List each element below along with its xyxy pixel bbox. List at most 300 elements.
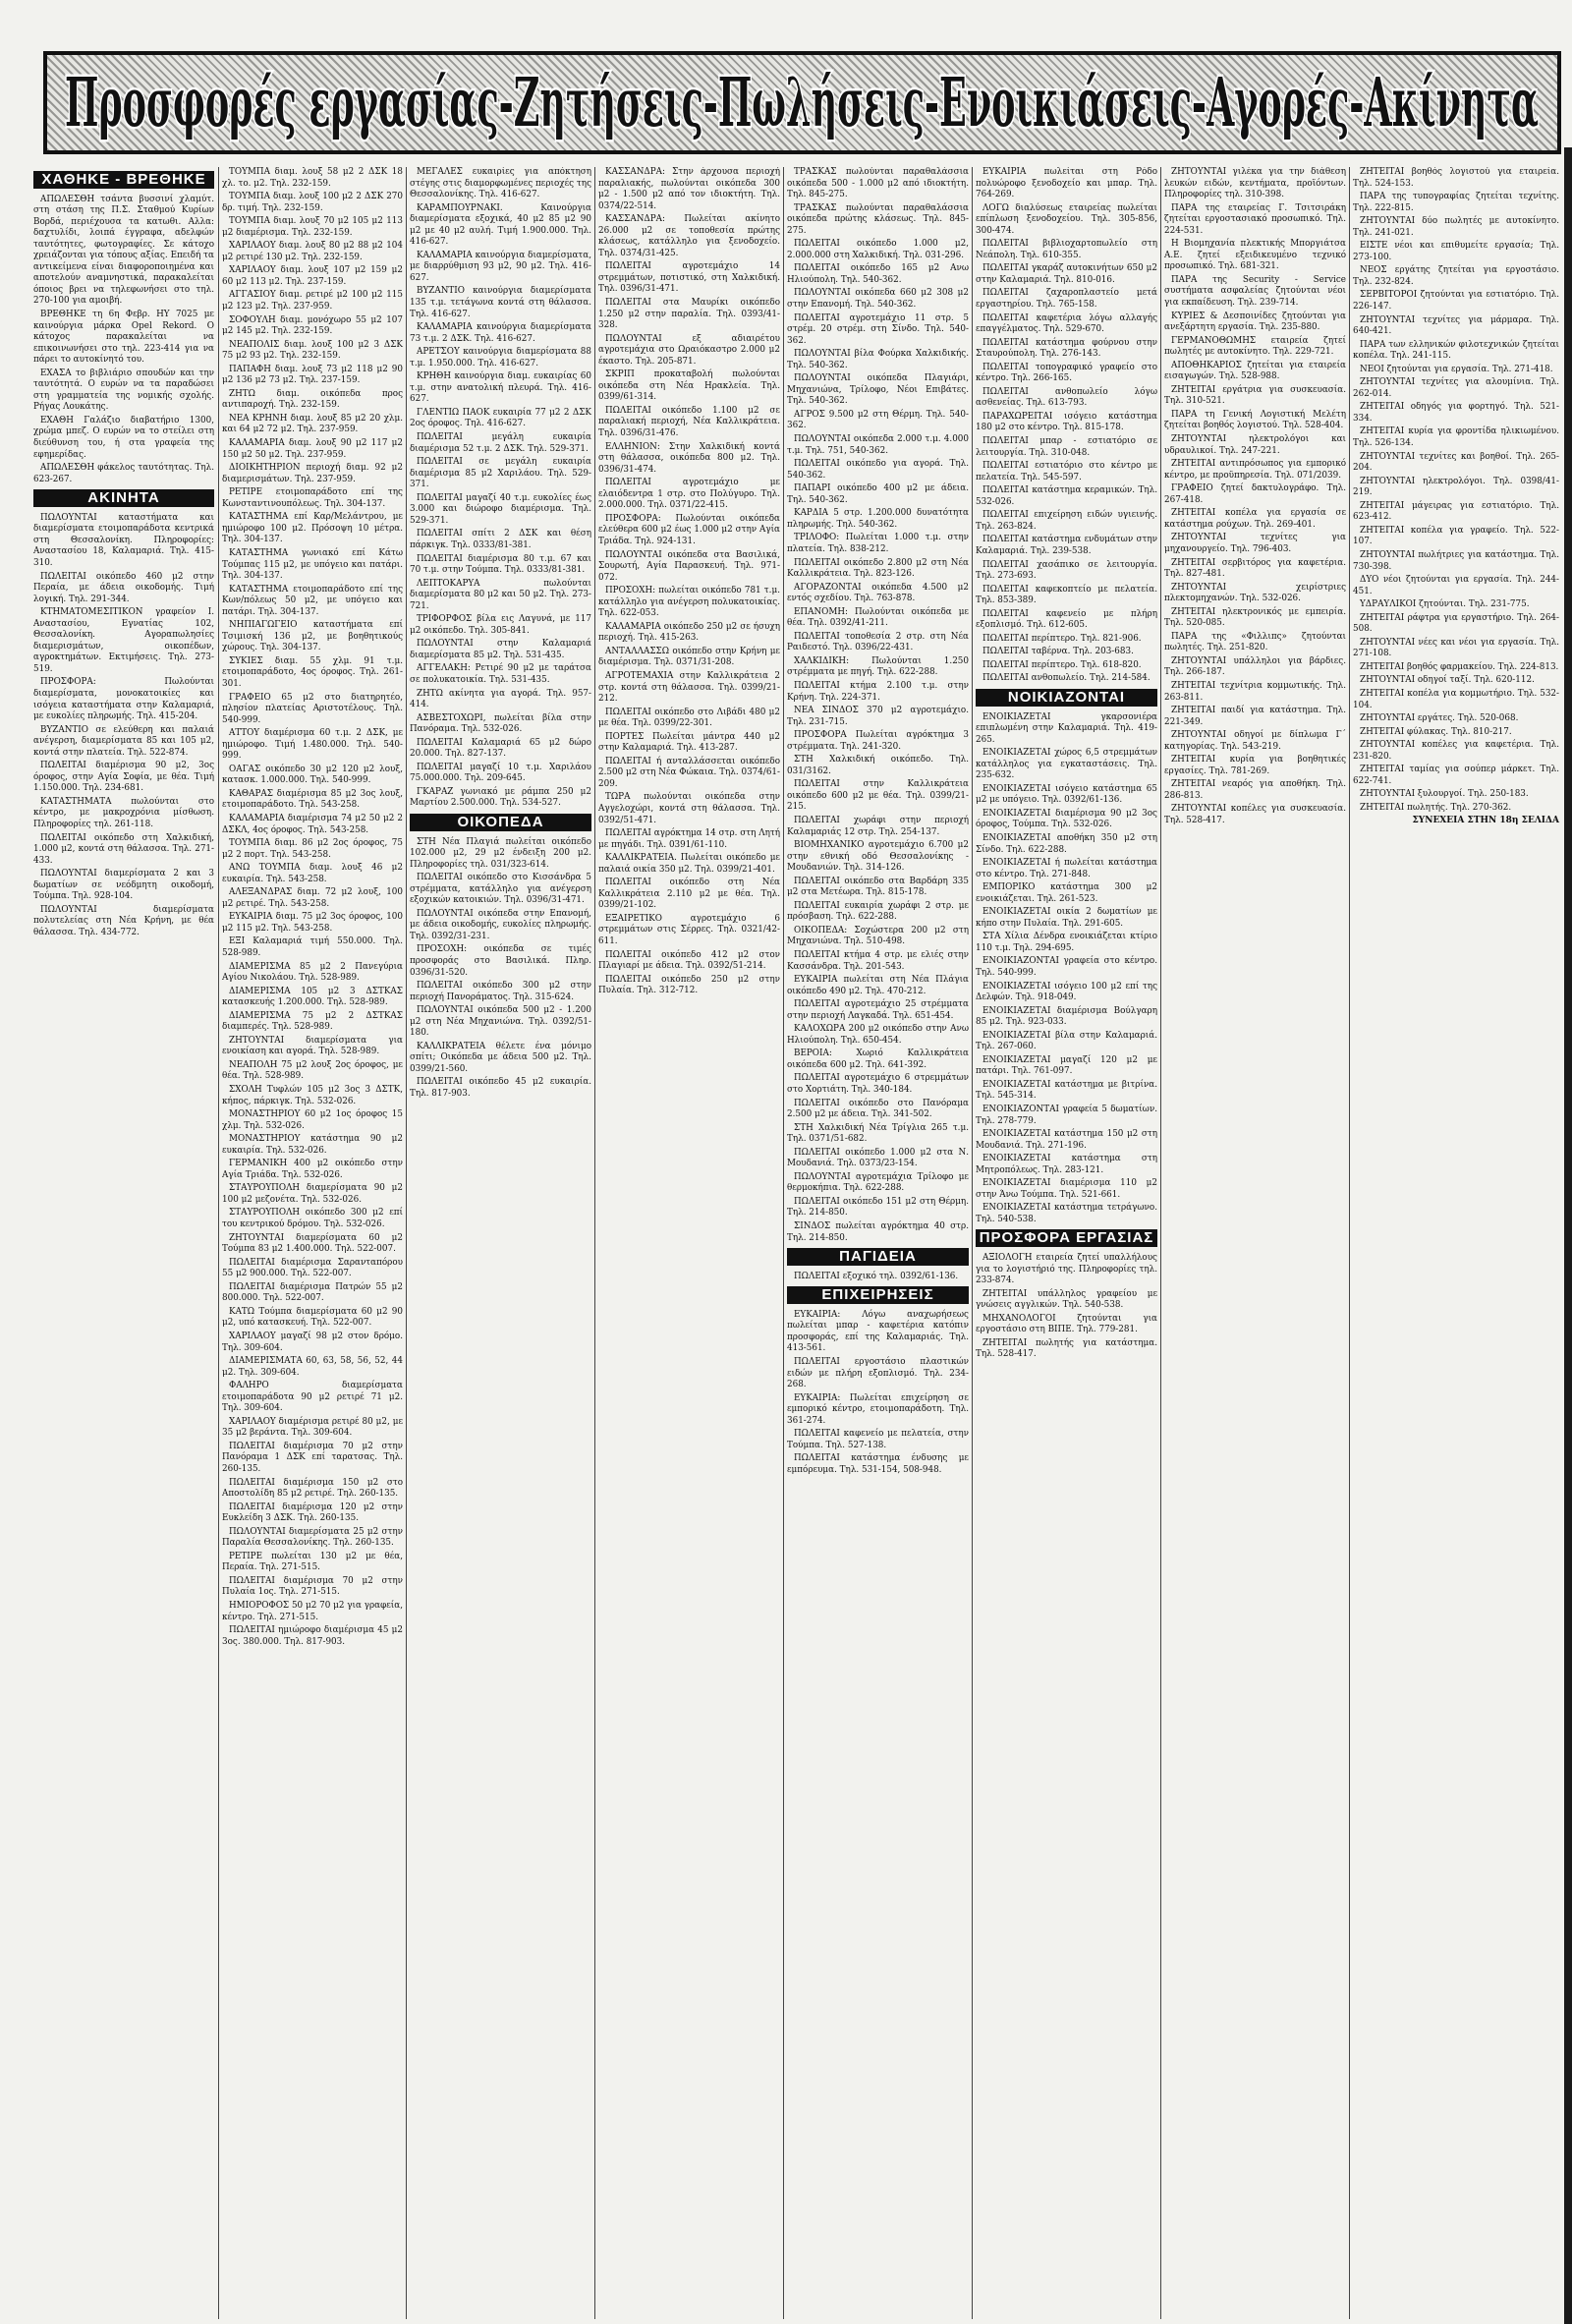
classified-ad: ΠΩΛΕΙΤΑΙ οικόπεδο 300 μ2 στην περιοχή Πανοράματος. Τηλ. 315-624.: [410, 981, 591, 1002]
classified-ad: ΚΑΤΑΣΤΗΜΑ ετοιμοπαράδοτο επί της Κων/πόλεως 50 μ2, με υπόγειο και πατάρι. Τηλ. 304-137.: [222, 584, 403, 617]
classified-ad: ΖΗΤΕΙΤΑΙ νεαρός για αποθήκη. Τηλ. 286-813.: [1164, 779, 1346, 801]
classified-ad: ΖΗΤΟΥΝΤΑΙ τεχνίτες για αλουμίνια. Τηλ. 262-014.: [1353, 377, 1559, 399]
classified-ad: ΠΩΛΕΙΤΑΙ οικόπεδο 460 μ2 στην Περαία, με άδεια οικοδομής. Τιμή λογική. Τηλ. 291-344.: [33, 571, 214, 604]
classified-ad: ΣΤΑΥΡΟΥΠΟΛΗ οικόπεδο 300 μ2 επί του κεντρικού δρόμου. Τηλ. 532-026.: [222, 1208, 403, 1230]
classified-ad: ΠΑΡΑ της Security - Service συστήματα ασφαλείας ζητούνται νέοι για εκπαίδευση. Τηλ. 239-714.: [1164, 274, 1346, 309]
classified-ad: ΗΜΙΟΡΟΦΟΣ 50 μ2 70 μ2 για γραφεία, κέντρο. Τηλ. 271-515.: [222, 1600, 403, 1622]
classified-ad: ΔΥΟ νέοι ζητούνται για εργασία. Τηλ. 244-451.: [1353, 575, 1559, 596]
classified-ad: ΤΟΥΜΠΑ διαμ. λουξ 58 μ2 2 ΔΣΚ 18 χλ. το. μ2. Τηλ. 232-159.: [222, 167, 403, 189]
rentals-list: [976, 712, 1157, 1226]
classified-ad: ΠΩΛΟΥΝΤΑΙ οικόπεδα στα Βασιλικά, Σουρωτή, Αγία Παρασκευή. Τηλ. 971-072.: [598, 549, 780, 583]
classified-ad: ΧΑΡΙΛΑΟΥ διαμ. λουξ 80 μ2 88 μ2 104 μ2 ρετιρέ 130 μ2. Τηλ. 232-159.: [222, 241, 403, 262]
businesses-list-2: [976, 167, 1157, 685]
classified-ad: ΠΩΛΕΙΤΑΙ διαμέρισμα Σαρανταπόρου 55 μ2 900.000. Τηλ. 522-007.: [222, 1257, 403, 1279]
classified-ad: ΠΩΛΕΙΤΑΙ κτήμα 2.100 τ.μ. στην Κρήνη. Τηλ. 224-371.: [787, 680, 969, 703]
classified-ad: ΠΑΡΑ των ελληνικών φιλοτεχνικών ζητείται κοπέλα. Τηλ. 241-115.: [1353, 339, 1559, 362]
classified-ad: ΠΩΛΕΙΤΑΙ χασάπικο σε λειτουργία. Τηλ. 273-693.: [976, 559, 1157, 582]
classified-ad: ΑΠΩΛΕΣΘΗ φάκελος ταυτότητας. Τηλ. 623-267.: [33, 463, 214, 484]
classified-ad: ΠΩΛΕΙΤΑΙ ζαχαροπλαστείο μετά εργαστηρίου. Τηλ. 765-158.: [976, 288, 1157, 311]
classified-ad: ΠΩΛΟΥΝΤΑΙ βίλα Φούρκα Χαλκιδικής. Τηλ. 540-362.: [787, 349, 969, 370]
job-offers-list-2: [1164, 167, 1346, 827]
classified-ad: ΚΑΤΑΣΤΗΜΑ επί Καρ/Μελάντρου, με ημιώροφο 100 μ2. Πρόσοψη 10 μέτρα. Τηλ. 304-137.: [222, 512, 403, 545]
classified-ad: ΣΙΝΔΟΣ πωλείται αγρόκτημα 40 στρ. Τηλ. 214-850.: [787, 1221, 969, 1243]
classified-ad: ΚΑΣΣΑΝΔΡΑ: Στην άρχουσα περιοχή παραλιακής, πωλούνται οικόπεδα 300 μ2 - 1.500 μ2 από τον ιδιοκτήτη. Τηλ. 0374/22-514.: [598, 167, 780, 211]
classified-ad: ΕΧΑΘΗ Γαλάζιο διαβατήριο 1300, χρώμα μπεζ. Ο ευρών να το στείλει στη διεύθυνση του, ή στα γραφεία της εφημερίδας.: [33, 415, 214, 460]
classified-ad: ΑΓΡΟΤΕΜΑΧΙΑ στην Καλλικράτεια 2 στρ. κοντά στη θάλασσα. Τηλ. 0399/21-212.: [598, 670, 780, 705]
classified-ad: ΠΩΛΕΙΤΑΙ οικόπεδο 151 μ2 στη Θέρμη. Τηλ. 214-850.: [787, 1196, 969, 1219]
classified-ad: ΖΗΤΕΙΤΑΙ οδηγός για φορτηγό. Τηλ. 521-334.: [1353, 402, 1559, 424]
classified-ad: ΖΗΤΩ διαμ. οικόπεδα προς αντιπαροχή. Τηλ. 232-159.: [222, 388, 403, 411]
classified-ad: ΕΝΟΙΚΙΑΖΕΤΑΙ διαμέρισμα 90 μ2 3ος όροφος, Τούμπα. Τηλ. 532-026.: [976, 808, 1157, 830]
classified-ad: ΠΟΡΤΕΣ Πωλείται μάντρα 440 μ2 στην Καλαμαριά. Τηλ. 413-287.: [598, 731, 780, 754]
classified-ad: ΠΩΛΕΙΤΑΙ εξοχικό τηλ. 0392/61-136.: [794, 1271, 959, 1281]
classified-ad: ΑΤΤΟΥ διαμέρισμα 60 τ.μ. 2 ΔΣΚ, με ημιώροφο. Τιμή 1.480.000. Τηλ. 540-999.: [222, 728, 403, 762]
classified-ad: ΖΗΤΕΙΤΑΙ ράφτρα για εργαστήριο. Τηλ. 264-508.: [1353, 612, 1559, 635]
job-offers-list-3: [1353, 167, 1559, 814]
classified-ad: ΝΗΠΙΑΓΩΓΕΙΟ καταστήματα επί Τσιμισκή 136 μ2, με βοηθητικούς χώρους. Τηλ. 304-137.: [222, 620, 403, 653]
classified-ad: ΖΗΤΟΥΝΤΑΙ δύο πωλητές με αυτοκίνητο. Τηλ. 241-021.: [1353, 216, 1559, 238]
classified-ad: ΤΟΥΜΠΑ διαμ. 86 μ2 2ος όροφος, 75 μ2 2 πορτ. Τηλ. 543-258.: [222, 838, 403, 860]
classified-ad: ΡΕΤΙΡΕ ετοιμοπαράδοτο επί της Κωνσταντινουπόλεως. Τηλ. 304-137.: [222, 487, 403, 509]
classified-ad: ΖΗΤΕΙΤΑΙ μάγειρας για εστιατόριο. Τηλ. 623-412.: [1353, 500, 1559, 523]
classified-ad: ΚΑΛΛΙΚΡΑΤΕΙΑ θέλετε ένα μόνιμο σπίτι; Οικόπεδα με άδεια 500 μ2. Τηλ. 0399/21-560.: [410, 1041, 591, 1074]
classified-ad: ΚΥΡΙΕΣ & Δεσποινίδες ζητούνται για ανεξάρτητη εργασία. Τηλ. 235-880.: [1164, 311, 1346, 333]
classified-ad: ΖΗΤΟΥΝΤΑΙ χειρίστριες πλεκτομηχανών. Τηλ. 532-026.: [1164, 582, 1346, 604]
classified-ad: ΠΡΟΣΦΟΡΑ Πωλείται αγρόκτημα 3 στρέμματα. Τηλ. 241-320.: [787, 730, 969, 752]
classified-ad: ΠΩΛΕΙΤΑΙ οικόπεδο 1.000 μ2 στα Ν. Μουδανιά. Τηλ. 0373/23-154.: [787, 1147, 969, 1169]
classified-ad: ΧΑΛΚΙΔΙΚΗ: Πωλούνται 1.250 στρέμματα με πηγή. Τηλ. 622-288.: [787, 655, 969, 678]
classified-ad: ΠΡΟΣΦΟΡΑ: Πωλούνται διαμερίσματα, μονοκατοικίες και ισόγεια καταστήματα στην Καλαμαριά, με ευκολίες πληρωμής. Τηλ. 415-204.: [33, 677, 214, 722]
classified-ad: ΠΡΟΣΟΧΗ: πωλείται οικόπεδο 781 τ.μ. κατάλληλο για ανέγερση πολυκατοικίας. Τηλ. 622-053.: [598, 586, 780, 619]
classified-ad: ΠΩΛΕΙΤΑΙ οικόπεδο στο Κισσάνδρα 5 στρέμματα, κατάλληλο για ανέγερση εξοχικών κατοικιών. Τηλ. 0396/31-471.: [410, 873, 591, 906]
classified-ad: ΖΗΤΕΙΤΑΙ βοηθός λογιστού για εταιρεία. Τηλ. 524-153.: [1353, 167, 1559, 189]
classified-ad: ΚΑΛΑΜΑΡΙΑ οικόπεδο 250 μ2 σε ήσυχη περιοχή. Τηλ. 415-263.: [598, 621, 780, 644]
classified-ad: ΖΗΤΟΥΝΤΑΙ οδηγοί με δίπλωμα Γ΄ κατηγορίας. Τηλ. 543-219.: [1164, 730, 1346, 752]
classified-ad: ΕΝΟΙΚΙΑΖΕΤΑΙ κατάστημα 150 μ2 στη Μουδανιά. Τηλ. 271-196.: [976, 1129, 1157, 1151]
classified-ad: ΠΩΛΕΙΤΑΙ καφετέρια λόγω αλλαγής επαγγέλματος. Τηλ. 529-670.: [976, 312, 1157, 335]
section-header-job-offers: ΠΡΟΣΦΟΡΑ ΕΡΓΑΣΙΑΣ: [976, 1229, 1157, 1247]
classified-ad: ΝΕΟΣ εργάτης ζητείται για εργοστάσιο. Τηλ. 232-824.: [1353, 265, 1559, 287]
classified-ad: ΕΥΚΑΙΡΙΑ: Πωλείται επιχείρηση σε εμπορικό κέντρο, ετοιμοπαράδοτη. Τηλ. 361-274.: [787, 1392, 969, 1426]
classified-ad: ΒΥΖΑΝΤΙΟ καινούργια διαμερίσματα 135 τ.μ. τετάγωνα κοντά στη θάλασσα. Τηλ. 416-627.: [410, 286, 591, 319]
classified-ad: ΟΑΓΑΣ οικόπεδο 30 μ2 120 μ2 λουξ, κατασκ. 1.000.000. Τηλ. 540-999.: [222, 764, 403, 786]
classified-ad: ΠΩΛΕΙΤΑΙ οικόπεδο 165 μ2 Ανω Ηλιούπολη. Τηλ. 540-362.: [787, 263, 969, 285]
businesses-list: [787, 1310, 969, 1477]
section-header-misc: ΠΑΓΙΔΕΙΑ: [787, 1248, 969, 1266]
classified-ad: ΖΗΤΟΥΝΤΑΙ νέες και νέοι για εργασία. Τηλ. 271-108.: [1353, 637, 1559, 659]
classified-ad: ΕΝΟΙΚΙΑΖΕΤΑΙ αποθήκη 350 μ2 στη Σίνδο. Τηλ. 622-288.: [976, 832, 1157, 855]
classified-ad: ΖΗΤΟΥΝΤΑΙ τεχνίτες για μηχανουργείο. Τηλ. 796-403.: [1164, 533, 1346, 554]
column-6: [974, 167, 1159, 2314]
classified-ad: ΠΩΛΕΙΤΑΙ οικόπεδο 412 μ2 στον Πλαγιαρί με άδεια. Τηλ. 0392/51-214.: [598, 949, 780, 972]
classified-ad: ΠΩΛΕΙΤΑΙ οικόπεδο 45 μ2 ευκαιρία. Τηλ. 817-903.: [410, 1077, 591, 1100]
classified-ad: ΠΩΛΕΙΤΑΙ διαμέρισμα 70 μ2 στην Πανόραμα 1 ΔΣΚ επί ταρατσας. Τηλ. 260-135.: [222, 1441, 403, 1474]
classified-ad: ΠΡΟΣΟΧΗ: οικόπεδα σε τιμές προσφοράς στο Βασιλικά. Πληρ. 0396/31-520.: [410, 944, 591, 978]
section-header-lost-found: ΧΑΘΗΚΕ - ΒΡΕΘΗΚΕ: [33, 171, 214, 189]
classified-ad: ΑΝΩ ΤΟΥΜΠΑ διαμ. λουξ 46 μ2 ευκαιρία. Τηλ. 543-258.: [222, 863, 403, 884]
classified-ad: ΚΑΛΑΜΑΡΙΑ διαμέρισμα 74 μ2 50 μ2 2 ΔΣΚΛ, 4ος όροφος. Τηλ. 543-258.: [222, 813, 403, 835]
classified-ad: ΖΗΤΕΙΤΑΙ κοπέλα για γραφείο. Τηλ. 522-107.: [1353, 525, 1559, 547]
classified-ad: ΣΤΑΥΡΟΥΠΟΛΗ διαμερίσματα 90 μ2 100 μ2 μεζονέτα. Τηλ. 532-026.: [222, 1183, 403, 1205]
classified-ad: ΑΓΓΕΛΑΚΗ: Ρετιρέ 90 μ2 με ταράτσα σε πολυκατοικία. Τηλ. 531-435.: [410, 663, 591, 685]
classified-ad: ΠΩΛΕΙΤΑΙ οικόπεδο 1.000 μ2, 2.000.000 στη Χαλκιδική. Τηλ. 031-296.: [787, 239, 969, 260]
classified-ad: ΠΩΛΕΙΤΑΙ περίπτερο. Τηλ. 821-906.: [982, 633, 1142, 644]
classified-ad: ΚΑΛΛΙΚΡΑΤΕΙΑ. Πωλείται οικόπεδο με παλαιά οικία 350 μ2. Τηλ. 0399/21-401.: [598, 853, 780, 875]
classified-ad: ΜΟΝΑΣΤΗΡΙΟΥ 60 μ2 1ος όροφος 15 χλμ. Τηλ. 532-026.: [222, 1109, 403, 1131]
classified-ad: ΤΟΥΜΠΑ διαμ. λουξ 70 μ2 105 μ2 113 μ2 διαμέρισμα. Τηλ. 232-159.: [222, 216, 403, 238]
classified-ad: ΠΩΛΕΙΤΑΙ τοποθεσία 2 στρ. στη Νέα Ραιδεστό. Τηλ. 0396/22-431.: [787, 631, 969, 653]
classified-ad: ΝΕΑΠΟΛΙΣ διαμ. λουξ 100 μ2 3 ΔΣΚ 75 μ2 93 μ2. Τηλ. 232-159.: [222, 339, 403, 362]
classified-ad: ΕΝΟΙΚΙΑΖΕΤΑΙ κατάστημα με βιτρίνα. Τηλ. 545-314.: [976, 1079, 1157, 1102]
classified-ad: ΚΑΤΑΣΤΗΜΑ γωνιακό επί Κάτω Τούμπας 115 μ2, με υπόγειο και πατάρι. Τηλ. 304-137.: [222, 547, 403, 582]
classified-ad: ΚΑΣΣΑΝΔΡΑ: Πωλείται ακίνητο 26.000 μ2 σε τοποθεσία πρώτης κλάσεως, κατάλληλο για ξενοδοχείο. Τηλ. 0374/31-425.: [598, 214, 780, 258]
classified-ad: ΛΟΓΩ διαλύσεως εταιρείας πωλείται επίπλωση ξενοδοχείου. Τηλ. 305-856, 300-474.: [976, 202, 1157, 236]
classified-ad: ΠΩΛΟΥΝΤΑΙ οικόπεδα 2.000 τ.μ. 4.000 τ.μ. Τηλ. 751, 540-362.: [787, 434, 969, 456]
classified-ad: ΠΩΛΕΙΤΑΙ ημιώροφο διαμέρισμα 45 μ2 3ος. 380.000. Τηλ. 817-903.: [222, 1625, 403, 1647]
classified-ad: ΠΩΛΕΙΤΑΙ αγροτεμάχιο με ελαιόδεντρα 1 στρ. στο Πολύγυρο. Τηλ. 2.000.000. Τηλ. 0371/22-415.: [598, 478, 780, 511]
classified-ad: ΖΗΤΕΙΤΑΙ κυρία για βοηθητικές εργασίες. Τηλ. 781-269.: [1164, 755, 1346, 776]
classified-ad: ΖΗΤΕΙΤΑΙ φύλακας. Τηλ. 810-217.: [1360, 726, 1512, 737]
classified-ad: ΠΑΡΑ τη Γενική Λογιστική Μελέτη ζητείται βοηθός λογιστού. Τηλ. 528-404.: [1164, 409, 1346, 431]
classified-ad: ΚΑΤΑΣΤΗΜΑΤΑ πωλούνται στο κέντρο, με μακροχρόνια μίσθωση. Πληροφορίες τηλ. 261-118.: [33, 796, 214, 829]
classified-ad: ΑΓΓΑΣΙΟΥ διαμ. ρετιρέ μ2 100 μ2 115 μ2 123 μ2. Τηλ. 237-959.: [222, 290, 403, 312]
classified-ad: ΠΩΛΕΙΤΑΙ διαμέρισμα 120 μ2 στην Ευκλείδη 3 ΔΣΚ. Τηλ. 260-135.: [222, 1502, 403, 1524]
classified-ad: ΕΜΠΟΡΙΚΟ κατάστημα 300 μ2 ενοικιάζεται. Τηλ. 261-523.: [976, 882, 1157, 904]
classified-ad: ΠΩΛΕΙΤΑΙ αγροτεμάχιο 14 στρεμμάτων, ποτιστικό, στη Χαλκιδική. Τηλ. 0396/31-471.: [598, 261, 780, 295]
classified-ad: ΤΡΑΣΚΑΣ πωλούνται παραθαλάσσια οικόπεδα 500 - 1.000 μ2 από ιδιοκτήτη. Τηλ. 845-275.: [787, 167, 969, 200]
section-header-real-estate: ΑΚΙΝΗΤΑ: [33, 489, 214, 507]
classified-ad: ΑΓΡΟΣ 9.500 μ2 στη Θέρμη. Τηλ. 540-362.: [787, 409, 969, 431]
column-5: [785, 167, 971, 2314]
classified-ad: ΠΑΡΑ της «Φιλλιπς» ζητούνται πωλητές. Τηλ. 251-820.: [1164, 631, 1346, 653]
classified-ad: ΣΚΡΙΠ προκαταβολή πωλούνται οικόπεδα στη Νέα Ηρακλεία. Τηλ. 0399/61-314.: [598, 369, 780, 403]
classified-ad: ΝΕΑ ΣΙΝΔΟΣ 370 μ2 αγροτεμάχιο. Τηλ. 231-715.: [787, 706, 969, 727]
classified-ad: ΕΝΟΙΚΙΑΖΕΤΑΙ ισόγειο 100 μ2 επί της Δελφών. Τηλ. 918-049.: [976, 981, 1157, 1003]
classified-ad: ΠΩΛΟΥΝΤΑΙ διαμερίσματα 25 μ2 στην Παραλία Θεσσαλονίκης. Τηλ. 260-135.: [222, 1526, 403, 1549]
classified-ad: ΠΩΛΕΙΤΑΙ ανθοπωλείο λόγω ασθενείας. Τηλ. 613-793.: [976, 386, 1157, 409]
classified-ad: ΔΙΑΜΕΡΙΣΜΑ 75 μ2 2 ΔΣΤΚΑΣ διαμπερές. Τηλ. 528-989.: [222, 1010, 403, 1033]
classified-ad: ΠΩΛΕΙΤΑΙ καφενείο με πλήρη εξοπλισμό. Τηλ. 612-605.: [976, 608, 1157, 631]
classified-ad: ΠΩΛΕΙΤΑΙ οικόπεδο στο Πανόραμα 2.500 μ2 με άδεια. Τηλ. 341-502.: [787, 1098, 969, 1120]
classified-ad: ΠΩΛΕΙΤΑΙ ταβέρνα. Τηλ. 203-683.: [982, 647, 1134, 657]
classified-ad: ΠΩΛΕΙΤΑΙ καφεκοπτείο με πελατεία. Τηλ. 853-389.: [976, 584, 1157, 606]
real-estate-list: [33, 513, 214, 939]
classified-ad: ΠΩΛΕΙΤΑΙ οικόπεδο στη Νέα Καλλικράτεια 2.110 μ2 με θέα. Τηλ. 0399/21-102.: [598, 878, 780, 911]
classified-ad: ΚΑΡΑΜΠΟΥΡΝΑΚΙ. Καινούργια διαμερίσματα εξοχικά, 40 μ2 85 μ2 90 μ2 με 40 μ2 αυλή. Τιμή 1.900.000. Τηλ. 416-627.: [410, 202, 591, 248]
classified-ad: ΕΝΟΙΚΙΑΖΕΤΑΙ βίλα στην Καλαμαριά. Τηλ. 267-060.: [976, 1030, 1157, 1052]
classified-ad: ΧΑΡΙΛΑΟΥ μαγαζί 98 μ2 στον δρόμο. Τηλ. 309-604.: [222, 1331, 403, 1353]
classified-ad: ΠΑΡΑΧΩΡΕΙΤΑΙ ισόγειο κατάστημα 180 μ2 στο κέντρο. Τηλ. 815-178.: [976, 411, 1157, 433]
classified-ad: ΠΩΛΟΥΝΤΑΙ οικόπεδα 660 μ2 308 μ2 στην Επανομή. Τηλ. 540-362.: [787, 288, 969, 311]
classified-ad: ΖΗΤΕΙΤΑΙ εργάτρια για συσκευασία. Τηλ. 310-521.: [1164, 384, 1346, 407]
classified-ad: ΑΣΒΕΣΤΟΧΩΡΙ, πωλείται βίλα στην Πανόραμα. Τηλ. 532-026.: [410, 712, 591, 735]
classified-ad: ΕΝΟΙΚΙΑΖΕΤΑΙ χώρος 6,5 στρεμμάτων κατάλληλος για εγκαταστάσεις. Τηλ. 235-632.: [976, 748, 1157, 781]
classified-ad: ΖΗΤΟΥΝΤΑΙ ηλεκτρολόγοι. Τηλ. 0398/41-219.: [1353, 476, 1559, 498]
classified-ad: ΕΠΑΝΟΜΗ: Πωλούνται οικόπεδα με θέα. Τηλ. 0392/41-211.: [787, 606, 969, 629]
classified-ad: ΠΩΛΕΙΤΑΙ κατάστημα φούρνου στην Σταυρούπολη. Τηλ. 276-143.: [976, 337, 1157, 360]
classified-ad: ΠΩΛΕΙΤΑΙ κατάστημα ένδυσης με εμπόρευμα. Τηλ. 531-154, 508-948.: [787, 1453, 969, 1475]
classified-ad: ΕΝΟΙΚΙΑΖΕΤΑΙ ισόγειο κατάστημα 65 μ2 με υπόγειο. Τηλ. 0392/61-136.: [976, 783, 1157, 806]
classified-ad: ΦΑΛΗΡΟ διαμερίσματα ετοιμοπαράδοτα 90 μ2 ρετιρέ 71 μ2. Τηλ. 309-604.: [222, 1381, 403, 1414]
classified-ad: ΠΡΟΣΦΟΡΑ: Πωλούνται οικόπεδα ελεύθερα 600 μ2 έως 1.000 μ2 στην Αγία Τριάδα. Τηλ. 924-131.: [598, 513, 780, 546]
classified-ad: ΕΝΟΙΚΙΑΖΕΤΑΙ διαμέρισμα Βούλγαρη 85 μ2. Τηλ. 923-033.: [976, 1005, 1157, 1028]
misc-list: [787, 1272, 969, 1283]
classified-ad: ΠΩΛΕΙΤΑΙ αγροτεμάχιο 11 στρ. 5 στρέμ. 20 στρέμ. στη Σίνδο. Τηλ. 540-362.: [787, 312, 969, 346]
plots-list: [410, 837, 591, 1101]
classified-ad: ΠΩΛΟΥΝΤΑΙ καταστήματα και διαμερίσματα ετοιμοπαράδοτα κεντρικά στη Θεσσαλονίκη. Πληροφορίες: Αναστασίου 18, Καλαμαριά. Τηλ. 415-310.: [33, 512, 214, 568]
classified-ad: ΠΩΛΕΙΤΑΙ μαγαζί 10 τ.μ. Χαριλάου 75.000.000. Τηλ. 209-645.: [410, 762, 591, 784]
banner-title: Προσφορές εργασίας-Ζητήσεις-Πωλήσεις-Ενοικιάσεις-Αγορές-Ακίνητα: [65, 64, 1540, 142]
continued-note: ΣΥΝΕΧΕΙΑ ΣΤΗΝ 18η ΣΕΛΙΔΑ: [1412, 816, 1559, 826]
classified-ad: ΠΩΛΕΙΤΑΙ αγροτεμάχιο 25 στρέμματα στην περιοχή Λαγκαδά. Τηλ. 651-454.: [787, 999, 969, 1021]
classified-ad: ΝΕΑ ΚΡΗΝΗ διαμ. λουξ 85 μ2 20 χλμ. και 64 μ2 72 μ2. Τηλ. 237-959.: [222, 413, 403, 435]
classified-ad: ΤΟΥΜΠΑ διαμ. λουξ 100 μ2 2 ΔΣΚ 270 δρ. τιμή. Τηλ. 232-159.: [222, 192, 403, 213]
classified-ad: ΖΗΤΕΙΤΑΙ ηλεκτρονικός με εμπειρία. Τηλ. 520-085.: [1164, 606, 1346, 629]
classified-ad: ΚΑΛΑΜΑΡΙΑ καινούργια διαμερίσματα, με διαρρύθμιση 93 μ2, 90 μ2. Τηλ. 416-627.: [410, 250, 591, 283]
classified-ad: ΠΩΛΕΙΤΑΙ αγροτεμάχιο 6 στρεμμάτων στο Χορτιάτη. Τηλ. 340-184.: [787, 1073, 969, 1096]
classified-ad: ΟΙΚΟΠΕΔΑ: Σοχώστερα 200 μ2 στη Μηχανιώνα. Τηλ. 510-498.: [787, 925, 969, 947]
classified-ad: ΠΩΛΕΙΤΑΙ σε μεγάλη ευκαιρία διαμέρισμα 85 μ2 Χαριλάου. Τηλ. 529-371.: [410, 457, 591, 490]
classified-ad: ΕΙΣΤΕ νέοι και επιθυμείτε εργασία; Τηλ. 273-100.: [1353, 241, 1559, 262]
classified-ad: ΖΗΤΕΙΤΑΙ τεχνίτρια κομμωτικής. Τηλ. 263-811.: [1164, 680, 1346, 703]
classified-ad: ΖΗΤΕΙΤΑΙ πωλητής. Τηλ. 270-362.: [1360, 802, 1512, 813]
column-1: [31, 167, 216, 2314]
classified-ad: ΛΕΠΤΟΚΑΡΥΑ πωλούνται διαμερίσματα 80 μ2 και 50 μ2. Τηλ. 273-721.: [410, 578, 591, 611]
classified-ad: ΒΥΖΑΝΤΙΟ σε ελεύθερη και παλαιά ανέγερση, διαμερίσματα 85 και 105 μ2, κοντά στην πλατεία. Τηλ. 522-874.: [33, 724, 214, 758]
classified-ad: ΚΡΗΘΗ καινούργια διαμ. ευκαιρίας 60 τ.μ. στην ανατολική πλευρά. Τηλ. 416-627.: [410, 371, 591, 405]
classified-ad: ΣΤΑ Χίλια Δένδρα ενοικιάζεται κτίριο 110 τ.μ. Τηλ. 294-695.: [976, 932, 1157, 953]
column-rule: [594, 167, 595, 2319]
classified-ad: ΠΩΛΕΙΤΑΙ εστιατόριο στο κέντρο με πελατεία. Τηλ. 545-597.: [976, 461, 1157, 482]
classified-ad: ΖΗΤΕΙΤΑΙ σερβιτόρος για καφετέρια. Τηλ. 827-481.: [1164, 557, 1346, 580]
classified-ad: ΖΗΤΟΥΝΤΑΙ υπάλληλοι για βάρδιες. Τηλ. 266-187.: [1164, 655, 1346, 678]
classified-ad: ΠΩΛΟΥΝΤΑΙ αγροτεμάχια Τρίλοφο με θερμοκήπια. Τηλ. 622-288.: [787, 1171, 969, 1194]
classified-ad: ΑΛΕΞΑΝΔΡΑΣ διαμ. 72 μ2 λουξ, 100 μ2 ρετιρέ. Τηλ. 543-258.: [222, 887, 403, 909]
classified-ad: ΔΙΑΜΕΡΙΣΜΑΤΑ 60, 63, 58, 56, 52, 44 μ2. Τηλ. 309-604.: [222, 1356, 403, 1378]
classified-ad: ΕΝΟΙΚΙΑΖΕΤΑΙ οικία 2 δωματίων με κήπο στην Πυλαία. Τηλ. 291-605.: [976, 907, 1157, 929]
classified-ad: ΝΕΑΠΟΛΗ 75 μ2 λουξ 2ος όροφος, με θέα. Τηλ. 528-989.: [222, 1059, 403, 1082]
classified-ad: ΠΩΛΕΙΤΑΙ κατάστημα ενδυμάτων στην Καλαμαριά. Τηλ. 239-538.: [976, 535, 1157, 556]
classified-ad: ΣΕΡΒΙΤΟΡΟΙ ζητούνται για εστιατόριο. Τηλ. 226-147.: [1353, 290, 1559, 312]
column-3: [408, 167, 593, 2314]
classified-ad: ΕΝΟΙΚΙΑΖΟΝΤΑΙ γραφεία 5 δωματίων. Τηλ. 278-779.: [976, 1105, 1157, 1126]
classified-ad: ΠΩΛΕΙΤΑΙ επιχείρηση ειδών υγιεινής. Τηλ. 263-824.: [976, 510, 1157, 532]
classified-ad: ΝΕΟΙ ζητούνται για εργασία. Τηλ. 271-418.: [1360, 364, 1553, 374]
column-8: [1351, 167, 1561, 2314]
classified-ad: ΓΚΑΡΑΖ γωνιακό με ράμπα 250 μ2 Μαρτίου 2.500.000. Τηλ. 534-527.: [410, 786, 591, 809]
classified-ad: ΖΗΤΩ ακίνητα για αγορά. Τηλ. 957-414.: [410, 688, 591, 710]
page-edge-strip: [1564, 147, 1572, 2324]
classified-ad: ΠΩΛΕΙΤΑΙ αγρόκτημα 14 στρ. στη Λητή με πηγάδι. Τηλ. 0391/61-110.: [598, 828, 780, 850]
job-offers-list: [976, 1253, 1157, 1361]
classified-ad: ΕΝΟΙΚΙΑΖΕΤΑΙ κατάστημα τετράγωνο. Τηλ. 540-538.: [976, 1203, 1157, 1224]
column-rule: [1160, 167, 1161, 2319]
classified-ad: ΚΑΘΑΡΑΣ διαμέρισμα 85 μ2 3ος λουξ, ετοιμοπαράδοτο. Τηλ. 543-258.: [222, 788, 403, 811]
classified-ad: ΕΥΚΑΙΡΙΑ: Λόγω αναχωρήσεως πωλείται μπαρ - καφετέρια κατόπιν προσφοράς, επί της Καλαμαριάς. Τηλ. 413-561.: [787, 1309, 969, 1354]
classified-ad: ΕΞΙ Καλαμαριά τιμή 550.000. Τηλ. 528-989.: [222, 936, 403, 958]
classified-ad: ΠΩΛΟΥΝΤΑΙ οικόπεδα 500 μ2 - 1.200 μ2 στη Νέα Μηχανιώνα. Τηλ. 0392/51-180.: [410, 1005, 591, 1039]
classified-ad: ΠΩΛΕΙΤΑΙ οικόπεδο στο Λιβάδι 480 μ2 με θέα. Τηλ. 0399/22-301.: [598, 707, 780, 729]
column-rule: [972, 167, 973, 2319]
classified-ad: ΑΓΟΡΑΖΟΝΤΑΙ οικόπεδα 4.500 μ2 εντός σχεδίου. Τηλ. 763-878.: [787, 582, 969, 604]
classified-ad: ΕΥΚΑΙΡΙΑ πωλείται στη Ρόδο πολυώροφο ξενοδοχείο και μπαρ. Τηλ. 764-269.: [976, 167, 1157, 200]
classified-ad: ΑΞΙΟΛΟΓΗ εταιρεία ζητεί υπαλλήλους για το λογιστήριό της. Πληροφορίες τηλ. 233-874.: [976, 1253, 1157, 1286]
classified-ad: ΤΡΙΦΟΡΦΟΣ βίλα εις Λαγυνά, με 117 μ2 οικόπεδο. Τηλ. 305-841.: [410, 614, 591, 636]
classified-ad: ΠΩΛΟΥΝΤΑΙ διαμερίσματα πολυτελείας στη Νέα Κρήνη, με θέα θάλασσα. Τηλ. 434-772.: [33, 904, 214, 937]
classified-ad: ΕΝΟΙΚΙΑΖΕΤΑΙ κατάστημα στη Μητροπόλεως. Τηλ. 283-121.: [976, 1154, 1157, 1175]
classified-ad: ΠΩΛΕΙΤΑΙ στα Μαυρίκι οικόπεδο 1.250 μ2 στην παραλία. Τηλ. 0393/41-328.: [598, 298, 780, 331]
column-rule: [783, 167, 784, 2319]
column-rule: [1349, 167, 1350, 2319]
classified-ad: ΕΞΑΙΡΕΤΙΚΟ αγροτεμάχιο 6 στρεμμάτων στις Σέρρες. Τηλ. 0321/42-611.: [598, 913, 780, 946]
classified-ad: ΖΗΤΟΥΝΤΑΙ πωλήτριες για κατάστημα. Τηλ. 730-398.: [1353, 549, 1559, 572]
classified-ad: ΠΩΛΕΙΤΑΙ τοπογραφικό γραφείο στο κέντρο. Τηλ. 266-165.: [976, 362, 1157, 384]
classified-ad: ΠΩΛΕΙΤΑΙ διαμέρισμα Πατρών 55 μ2 800.000. Τηλ. 522-007.: [222, 1281, 403, 1304]
classified-ad: ΕΝΟΙΚΙΑΖΕΤΑΙ διαμέρισμα 110 μ2 στην Άνω Τούμπα. Τηλ. 521-661.: [976, 1178, 1157, 1200]
classified-ad: ΠΩΛΕΙΤΑΙ μεγάλη ευκαιρία διαμέρισμα 52 τ.μ. 2 ΔΣΚ. Τηλ. 529-371.: [410, 432, 591, 454]
classified-ad: ΠΩΛΕΙΤΑΙ διαμέρισμα 80 τ.μ. 67 και 70 τ.μ. στην Τούμπα. Τηλ. 0333/81-381.: [410, 553, 591, 576]
classified-ad: ΠΩΛΟΥΝΤΑΙ διαμερίσματα 2 και 3 δωματίων σε νεόδμητη οικοδομή, Τούμπα. Τηλ. 928-104.: [33, 869, 214, 902]
classified-ad: ΕΝΟΙΚΙΑΖΕΤΑΙ ή πωλείται κατάστημα στο κέντρο. Τηλ. 271-848.: [976, 858, 1157, 879]
classified-ad: ΚΑΤΩ Τούμπα διαμερίσματα 60 μ2 90 μ2, υπό κατασκευή. Τηλ. 522-007.: [222, 1306, 403, 1329]
plots-list-2: [598, 167, 780, 997]
apartments-list: [222, 167, 403, 1648]
classified-ad: ΠΩΛΕΙΤΑΙ οικόπεδο στα Βαρδάρη 335 μ2 στα Μετέωρα. Τηλ. 815-178.: [787, 876, 969, 898]
classified-ad: ΔΙΟΙΚΗΤΗΡΙΟΝ περιοχή διαμ. 92 μ2 διαμερισμάτων. Τηλ. 237-959.: [222, 463, 403, 484]
classified-ad: ΣΟΦΟΥΛΗ διαμ. μονόχωρο 55 μ2 107 μ2 145 μ2. Τηλ. 232-159.: [222, 314, 403, 337]
classified-ad: ΖΗΤΕΙΤΑΙ βοηθός φαρμακείου. Τηλ. 224-813.: [1360, 661, 1559, 672]
classified-ad: ΜΕΓΑΛΕΣ ευκαιρίες για απόκτηση στέγης στις διαμορφωμένες περιοχές της Θεσσαλονίκης. Τηλ. 416-627.: [410, 167, 591, 200]
classified-ad: ΠΩΛΕΙΤΑΙ μπαρ - εστιατόριο σε λειτουργία. Τηλ. 310-048.: [976, 436, 1157, 458]
classified-ad: ΠΩΛΕΙΤΑΙ οικόπεδο 250 μ2 στην Πυλαία. Τηλ. 312-712.: [598, 974, 780, 996]
classified-ad: ΖΗΤΕΙΤΑΙ παιδί για κατάστημα. Τηλ. 221-349.: [1164, 706, 1346, 727]
classified-ad: ΠΩΛΕΙΤΑΙ ανθοπωλείο. Τηλ. 214-584.: [982, 673, 1151, 684]
classified-ad: ΠΩΛΕΙΤΑΙ διαμέρισμα 70 μ2 στην Πυλαία 1ος. Τηλ. 271-515.: [222, 1575, 403, 1598]
classified-ad: ΕΝΟΙΚΙΑΖΟΝΤΑΙ γραφεία στο κέντρο. Τηλ. 540-999.: [976, 956, 1157, 978]
classified-ad: ΠΩΛΕΙΤΑΙ χωράφι στην περιοχή Καλαμαριάς 12 στρ. Τηλ. 254-137.: [787, 815, 969, 837]
classified-ad: ΠΩΛΟΥΝΤΑΙ εξ αδιαιρέτου αγροτεμάχια στο Ωραιόκαστρο 2.000 μ2 έκαστο. Τηλ. 205-871.: [598, 333, 780, 367]
classified-ad: ΣΤΗ Χαλκιδική Νέα Τρίγλια 265 τ.μ. Τηλ. 0371/51-682.: [787, 1122, 969, 1145]
classified-ad: ΠΩΛΕΙΤΑΙ ή ανταλλάσσεται οικόπεδο 2.500 μ2 στη Νέα Φώκαια. Τηλ. 0374/61-209.: [598, 756, 780, 789]
classified-ad: ΖΗΤΟΥΝΤΑΙ διαμερίσματα 60 μ2 Τούμπα 83 μ2 1.400.000. Τηλ. 522-007.: [222, 1232, 403, 1255]
classified-ad: ΖΗΤΕΙΤΑΙ κυρία για φροντίδα ηλικιωμένου. Τηλ. 526-134.: [1353, 426, 1559, 449]
classified-ad: ΖΗΤΟΥΝΤΑΙ ξυλουργοί. Τηλ. 250-183.: [1360, 789, 1529, 800]
classified-ad: ΣΤΗ Χαλκιδική οικόπεδο. Τηλ. 031/3162.: [787, 755, 969, 776]
classified-ad: ΚΑΛΑΜΑΡΙΑ διαμ. λουξ 90 μ2 117 μ2 150 μ2 50 μ2. Τηλ. 237-959.: [222, 438, 403, 460]
classified-ad: ΠΑΡΑ της τυπογραφίας ζητείται τεχνίτης. Τηλ. 222-815.: [1353, 192, 1559, 213]
classified-ad: ΧΑΡΙΛΑΟΥ διαμ. λουξ 107 μ2 159 μ2 60 μ2 113 μ2. Τηλ. 237-159.: [222, 265, 403, 287]
classified-ad: ΠΩΛΕΙΤΑΙ ευκαιρία χωράφι 2 στρ. με πρόσβαση. Τηλ. 622-288.: [787, 900, 969, 923]
column-7: [1162, 167, 1348, 2314]
classified-ad: ΖΗΤΟΥΝΤΑΙ τεχνίτες και βοηθοί. Τηλ. 265-204.: [1353, 451, 1559, 474]
classified-ad: ΖΗΤΟΥΝΤΑΙ εργάτες. Τηλ. 520-068.: [1360, 713, 1519, 724]
classified-ad: ΠΩΛΕΙΤΑΙ καφενείο με πελατεία, στην Τούμπα. Τηλ. 527-138.: [787, 1429, 969, 1450]
classified-ad: ΖΗΤΟΥΝΤΑΙ τεχνίτες για μάρμαρα. Τηλ. 640-421.: [1353, 314, 1559, 337]
classified-ad: ΠΑΠΑΦΗ διαμ. λουξ 73 μ2 118 μ2 90 μ2 136 μ2 73 μ2. Τηλ. 237-159.: [222, 364, 403, 386]
classified-ad: ΖΗΤΟΥΝΤΑΙ κοπέλες για συσκευασία. Τηλ. 528-417.: [1164, 804, 1346, 825]
classified-ad: ΠΩΛΕΙΤΑΙ οικόπεδο στη Χαλκιδική, 1.000 μ2, κοντά στη θάλασσα. Τηλ. 271-433.: [33, 832, 214, 866]
classified-ad: ΑΡΕΤΣΟΥ καινούργια διαμερίσματα 88 τ.μ. 1.950.000. Τηλ. 416-627.: [410, 347, 591, 368]
classified-ad: ΖΗΤΕΙΤΑΙ πωλητής για κατάστημα. Τηλ. 528-417.: [976, 1337, 1157, 1360]
classified-ad: ΓΡΑΦΕΙΟ ζητεί δακτυλογράφο. Τηλ. 267-418.: [1164, 483, 1346, 505]
classified-ad: ΚΑΡΔΙΑ 5 στρ. 1.200.000 δυνατότητα πληρωμής. Τηλ. 540-362.: [787, 508, 969, 530]
classified-ad: ΤΡΑΣΚΑΣ πωλούνται παραθαλάσσια οικόπεδα πρώτης κλάσεως. Τηλ. 845-275.: [787, 202, 969, 236]
classified-ad: ΣΥΚΙΕΣ διαμ. 55 χλμ. 91 τ.μ. ετοιμοπαράδοτο, 4ος όροφος. Τηλ. 261-301.: [222, 655, 403, 689]
classified-ad: ΠΩΛΕΙΤΑΙ διαμέρισμα 150 μ2 στο Αποστολίδη 85 μ2 ρετιρέ. Τηλ. 260-135.: [222, 1477, 403, 1500]
classified-ad: ΠΩΛΕΙΤΑΙ εργοστάσιο πλαστικών ειδών με πλήρη εξοπλισμό. Τηλ. 234-268.: [787, 1356, 969, 1390]
classified-ad: ΕΛΛΗΝΙΟΝ: Στην Χαλκιδική κοντά στη θάλασσα, οικόπεδα 800 μ2. Τηλ. 0396/31-474.: [598, 441, 780, 475]
classified-ad: ΖΗΤΕΙΤΑΙ αντιπρόσωπος για εμπορικό κέντρο, με προϋπηρεσία. Τηλ. 071/2039.: [1164, 459, 1346, 481]
classified-ad: ΒΡΕΘΗΚΕ τη 6η Φεβρ. ΗΥ 7025 με καινούργια μάρκα Opel Rekord. Ο κάτοχος παρακαλείται να επικοινωνήσει στο τηλ. 223-414 για να πάρει το αυτοκίνητό του.: [33, 310, 214, 366]
classified-ad: ΠΑΠΑΡΙ οικόπεδο 400 μ2 με άδεια. Τηλ. 540-362.: [787, 483, 969, 505]
classified-ad: ΠΑΡΑ της εταιρείας Γ. Τσιτσιράκη ζητείται εργοστασιακό προσωπικό. Τηλ. 224-531.: [1164, 202, 1346, 236]
classified-ad: ΣΧΟΛΗ Τυφλών 105 μ2 3ος 3 ΔΣΤΚ, κήπος, πάρκιγκ. Τηλ. 532-026.: [222, 1085, 403, 1106]
classified-ad: ΣΤΗ Νέα Πλαγιά πωλείται οικόπεδο 102.000 μ2, 29 μ2 ένδειξη 200 μ2. Πληροφορίες τηλ. 031/323-614.: [410, 836, 591, 870]
classified-ad: ΠΩΛΕΙΤΑΙ Καλαμαριά 65 μ2 δώρο 20.000. Τηλ. 827-137.: [410, 737, 591, 760]
classified-ad: ΒΕΡΟΙΑ: Χωριό Καλλικράτεια οικόπεδα 600 μ2. Τηλ. 641-392.: [787, 1049, 969, 1070]
classified-ad: ΖΗΤΕΙΤΑΙ κοπέλα για εργασία σε κατάστημα ρούχων. Τηλ. 269-401.: [1164, 508, 1346, 530]
classified-ad: Η Βιομηχανία πλεκτικής Μποργιάτσα Α.Ε. ζητεί εξειδικευμένο τεχνικό προσωπικό. Τηλ. 681-321.: [1164, 239, 1346, 272]
classified-ad: ΖΗΤΕΙΤΑΙ ταμίας για σούπερ μάρκετ. Τηλ. 622-741.: [1353, 765, 1559, 786]
classified-ad: ΖΗΤΟΥΝΤΑΙ κοπέλες για καφετέρια. Τηλ. 231-820.: [1353, 740, 1559, 762]
classified-ad: ΧΑΡΙΛΑΟΥ διαμέρισμα ρετιρέ 80 μ2, με 35 μ2 βεράντα. Τηλ. 309-604.: [222, 1416, 403, 1439]
classified-ad: ΜΗΧΑΝΟΛΟΓΟΙ ζητούνται για εργοστάσιο στη ΒΙΠΕ. Τηλ. 779-281.: [976, 1313, 1157, 1335]
classified-ad: ΜΟΝΑΣΤΗΡΙΟΥ κατάστημα 90 μ2 ευκαιρία. Τηλ. 532-026.: [222, 1134, 403, 1156]
classified-ad: ΖΗΤΟΥΝΤΑΙ ηλεκτρολόγοι και υδραυλικοί. Τηλ. 247-221.: [1164, 434, 1346, 456]
column-4: [596, 167, 782, 2314]
classified-ad: ΠΩΛΕΙΤΑΙ βιβλιοχαρτοπωλείο στη Νεάπολη. Τηλ. 610-355.: [976, 239, 1157, 260]
classified-ad: ΒΙΟΜΗΧΑΝΙΚΟ αγροτεμάχιο 6.700 μ2 στην εθνική οδό Θεσσαλονίκης - Μουδανιών. Τηλ. 314-126.: [787, 840, 969, 874]
classified-ad: ΠΩΛΕΙΤΑΙ οικόπεδο 2.800 μ2 στη Νέα Καλλικράτεια. Τηλ. 823-126.: [787, 557, 969, 580]
column-rule: [406, 167, 407, 2319]
classified-ad: ΠΩΛΕΙΤΑΙ γκαράζ αυτοκινήτων 650 μ2 στην Καλαμαριά. Τηλ. 810-016.: [976, 263, 1157, 285]
classified-ad: ΠΩΛΕΙΤΑΙ στην Καλλικράτεια οικόπεδο 600 μ2 με θέα. Τηλ. 0399/21-215.: [787, 779, 969, 813]
classified-ad: ΤΡΙΛΟΦΟ: Πωλείται 1.000 τ.μ. στην πλατεία. Τηλ. 838-212.: [787, 533, 969, 554]
classified-ad: ΕΥΚΑΙΡΙΑ πωλείται στη Νέα Πλάγια οικόπεδο 490 μ2. Τηλ. 470-212.: [787, 975, 969, 996]
lost-found-list: [33, 195, 214, 486]
classified-ad: ΕΧΑΣΑ το βιβλιάριο σπουδών και την ταυτότητά. Ο ευρών να τα παραδώσει στη γραμματεία της νομικής σχολής. Ρήγας Λουκάτης.: [33, 368, 214, 413]
classified-ad: ΕΥΚΑΙΡΙΑ διαμ. 75 μ2 3ος όροφος, 100 μ2 115 μ2. Τηλ. 543-258.: [222, 912, 403, 934]
classified-ad: ΤΩΡΑ πωλούνται οικόπεδα στην Αγγελοχώρι, κοντά στη θάλασσα. Τηλ. 0392/51-471.: [598, 792, 780, 825]
classified-ad: ΑΠΟΘΗΚΑΡΙΟΣ ζητείται για εταιρεία εισαγωγών. Τηλ. 528-988.: [1164, 360, 1346, 382]
classified-ad: ΖΗΤΕΙΤΑΙ υπάλληλος γραφείου με γνώσεις αγγλικών. Τηλ. 540-538.: [976, 1288, 1157, 1311]
section-header-businesses: ΕΠΙΧΕΙΡΗΣΕΙΣ: [787, 1286, 969, 1304]
classified-ad: ΑΝΤΑΛΛΑΣΣΩ οικόπεδο στην Κρήνη με διαμέρισμα. Τηλ. 0371/31-208.: [598, 646, 780, 668]
column-2: [220, 167, 405, 2314]
classified-ad: ΖΗΤΟΥΝΤΑΙ οδηγοί ταξί. Τηλ. 620-112.: [1360, 675, 1535, 686]
classified-ad: ΠΩΛΕΙΤΑΙ μαγαζί 40 τ.μ. ευκολίες έως 3.000 και διώροφο διαμέρισμα. Τηλ. 529-371.: [410, 492, 591, 526]
classified-ad: ΠΩΛΕΙΤΑΙ περίπτερο. Τηλ. 618-820.: [982, 659, 1142, 670]
classified-ad: ΖΗΤΕΙΤΑΙ κοπέλα για κομμωτήριο. Τηλ. 532-104.: [1353, 688, 1559, 710]
classified-ad: ΕΝΟΙΚΙΑΖΕΤΑΙ μαγαζί 120 μ2 με πατάρι. Τηλ. 761-097.: [976, 1054, 1157, 1077]
classified-ad: ΠΩΛΕΙΤΑΙ οικόπεδο 1.100 μ2 σε παραλιακή περιοχή, Νέα Καλλικράτεια. Τηλ. 0396/31-476.: [598, 405, 780, 439]
apartments-list-2: [410, 167, 591, 810]
section-header-plots: ΟΙΚΟΠΕΔΑ: [410, 814, 591, 831]
classified-ad: ΠΩΛΕΙΤΑΙ κτήμα 4 στρ. με ελιές στην Κασσάνδρα. Τηλ. 201-543.: [787, 950, 969, 972]
plots-list-3: [787, 167, 969, 1244]
classified-ad: ΠΩΛΕΙΤΑΙ σπίτι 2 ΔΣΚ και θέση πάρκιγκ. Τηλ. 0333/81-381.: [410, 529, 591, 550]
classified-ad: ΓΕΡΜΑΝΟΘΩΜΗΣ εταιρεία ζητεί πωλητές με αυτοκίνητο. Τηλ. 229-721.: [1164, 335, 1346, 358]
column-rule: [218, 167, 219, 2319]
classified-ad: ΔΙΑΜΕΡΙΣΜΑ 85 μ2 2 Πανεγύρια Αγίου Νικολάου. Τηλ. 528-989.: [222, 961, 403, 984]
classified-ad: ΠΩΛΕΙΤΑΙ κατάστημα κεραμικών. Τηλ. 532-026.: [976, 485, 1157, 507]
classified-ad: ΚΑΛΟΧΩΡΑ 200 μ2 οικόπεδο στην Ανω Ηλιούπολη. Τηλ. 650-454.: [787, 1024, 969, 1046]
classified-ad: ΓΡΑΦΕΙΟ 65 μ2 στο διατηρητέο, πλησίον πλατείας Αριστοτέλους. Τηλ. 540-999.: [222, 692, 403, 725]
classified-ad: ΕΝΟΙΚΙΑΖΕΤΑΙ γκαρσονιέρα επιπλωμένη στην Καλαμαριά. Τηλ. 419-265.: [976, 711, 1157, 745]
classified-ad: ΔΙΑΜΕΡΙΣΜΑ 105 μ2 3 ΔΣΤΚΑΣ κατασκευής 1.200.000. Τηλ. 528-989.: [222, 986, 403, 1008]
section-header-rentals: ΝΟΙΚΙΑΖΟΝΤΑΙ: [976, 689, 1157, 707]
page-banner: [43, 51, 1561, 154]
